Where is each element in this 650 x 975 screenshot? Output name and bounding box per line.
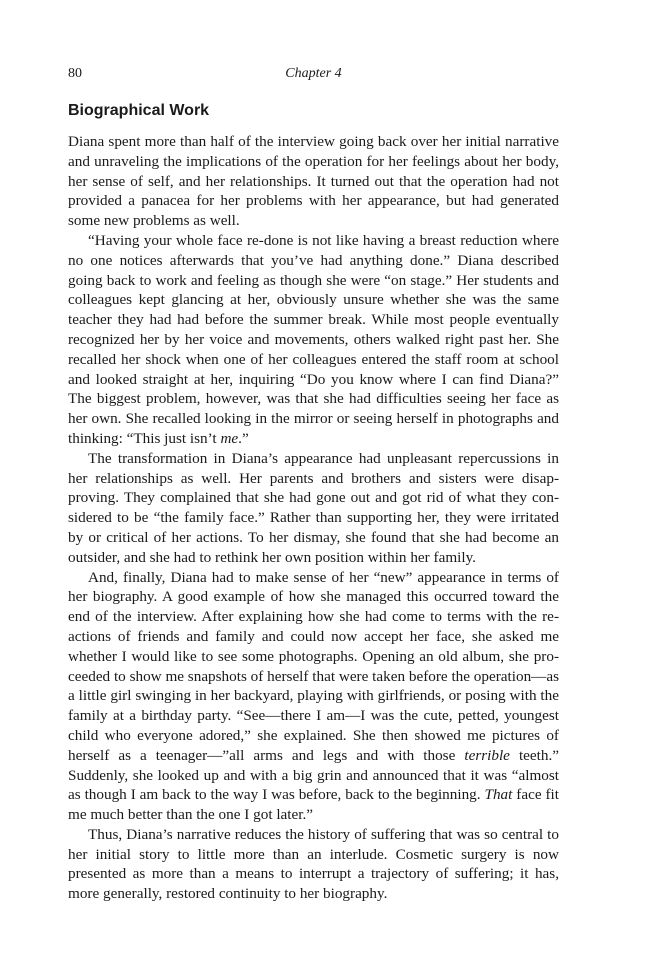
page-number: 80 xyxy=(68,66,82,81)
section-heading: Biographical Work xyxy=(68,102,210,119)
body-text xyxy=(68,132,559,904)
paragraph-2 xyxy=(68,231,559,449)
emphasis-text: That xyxy=(484,786,513,804)
paragraph-text: “Having your whole face re-done is not like having a breast reduction where no one notices afterwards that you’ve had anything done.” Diana described going back to work and feeling as though she were “on stage.” Her students and colleagues kept glancing at her, obviously unsure whether she was the same teacher they had had before the summer break. While most people eventually recognized her by her voice and movements, others walked right past her. She recalled her shock when one of her colleagues entered the staff room at school and looked straight at her, inquiring “Do you know where I can find Diana?” The biggest problem, however, was that she had difficulties seeing her face as her own. She recalled looking in the mirror or seeing herself in photographs and thinking: “This just isn’t xyxy=(68,231,559,447)
paragraph-5 xyxy=(68,825,559,904)
paragraph-text: And, finally, Diana had to make sense of her “new” appearance in terms of her biography. A good example of how she managed this occurred toward the end of the interview. After explaining how she had come to terms with the reactions of friends and family and could now accept her face, she asked me whether I would like to see some photographs. Opening an old album, she proceeded to show me snapshots of herself that were taken before the operation—as a little girl swinging in her backyard, playing with girlfriends, or posing with the family at a birthday party. “See—there I am—I was the cute, petted, youngest child who everyone adored,” she explained. She then showed me pictures of herself as a teenager—”all arms and legs and with those xyxy=(68,568,559,764)
paragraph-1 xyxy=(68,132,559,231)
paragraph-3 xyxy=(68,449,559,568)
chapter-label: Chapter 4 xyxy=(285,66,342,81)
paragraph-text: Thus, Diana’s narrative reduces the history of suffering that was so central to her initial story to little more than an interlude. Cosmetic surgery is now presented as more than a means to interrupt a trajectory of suffering; it has, more generally, restored continuity to her biography. xyxy=(68,825,559,903)
emphasis-text: me xyxy=(220,429,239,447)
emphasis-text: terrible xyxy=(464,746,510,764)
paragraph-text: teeth.” Suddenly, she looked up and with a big grin and announced that it was “almost as though I am back to the way I was before, back to the beginning. xyxy=(68,746,559,804)
running-head xyxy=(68,66,559,86)
paragraph-text: face fit me much better than the one I got later.” xyxy=(68,786,559,824)
paragraph-text: Diana spent more than half of the interview going back over her initial narrative and unraveling the implications of the operation for her feelings about her body, her sense of self, and her relationships. It turned out that the operation had not provided a panacea for her problems with her appearance, but had generated some new problems as well. xyxy=(68,133,559,230)
paragraph-text: The transformation in Diana’s appearance had unpleasant repercussions in her relationships as well. Her parents and brothers and sisters were disapproving. They complained that she had gone out and got rid of what they considered to be “the family face.” Rather than supporting her, they were irritated by or critical of her actions. To her dismay, she found that she had become an outsider, and she had to rethink her own position within her family. xyxy=(68,449,559,566)
paragraph-4 xyxy=(68,568,559,825)
paragraph-text: .” xyxy=(238,429,249,447)
